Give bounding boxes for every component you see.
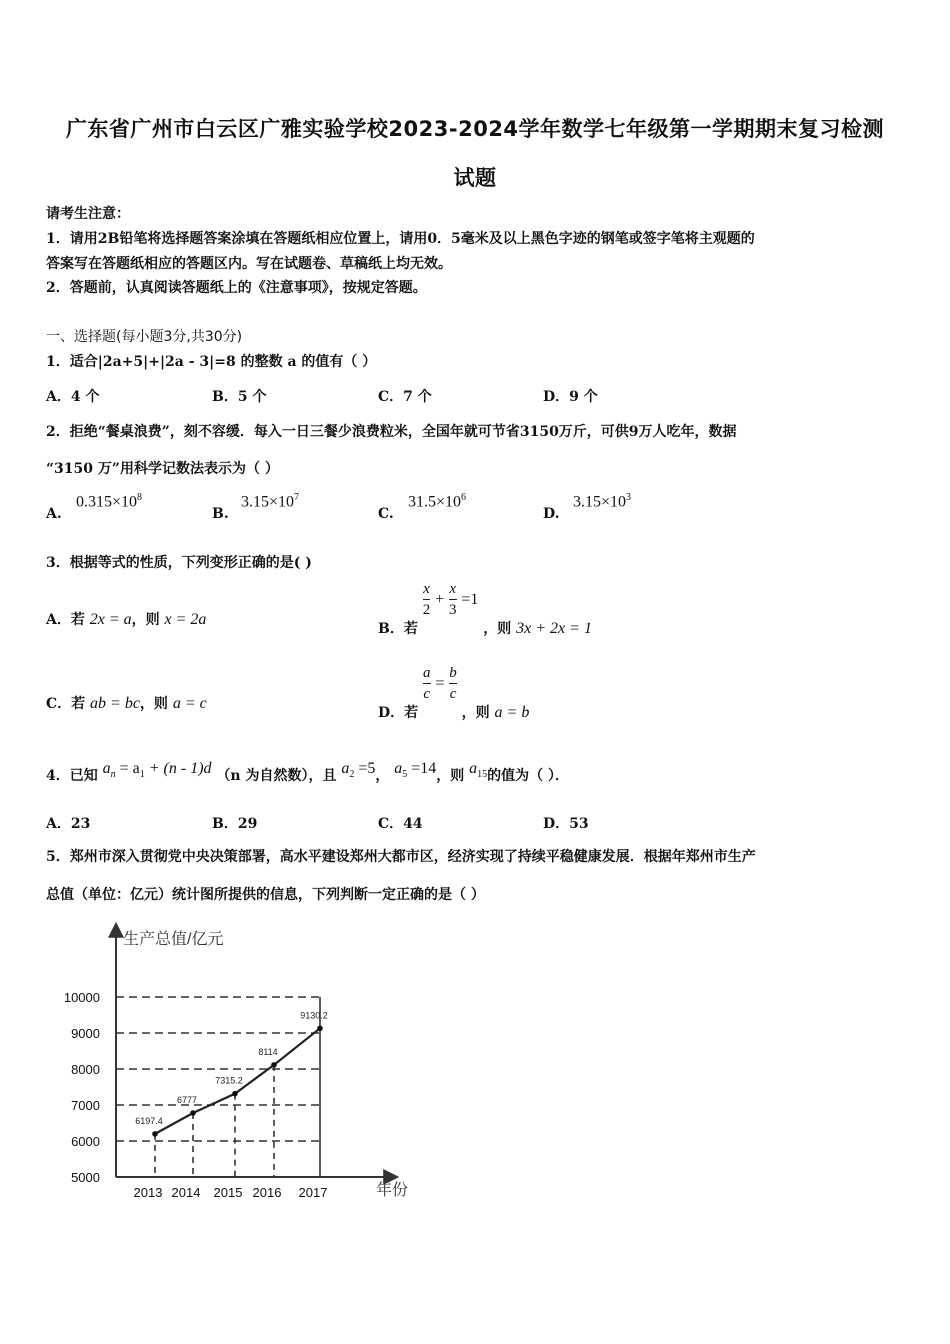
- y-axis-title: 生产总值/亿元: [123, 931, 224, 948]
- q4-option-d: D．53: [543, 816, 589, 832]
- y-tick-label: 7000: [71, 1098, 100, 1113]
- x-tick-label: 2015: [213, 1185, 243, 1200]
- q1-option-b: B．5 个: [212, 389, 267, 405]
- notice-item-2: 2．答题前，认真阅读答题纸上的《注意事项》，按规定答题。: [46, 280, 427, 296]
- notice-item-1: 1．请用2B铅笔将选择题答案涂填在答题纸相应位置上，请用0．5毫米及以上黑色字迹的钢笔或签字笔将主观题的: [46, 231, 755, 247]
- notice-heading: 请考生注意：: [46, 206, 130, 222]
- q2-option-a-value: $0.315\times 10^8$: [76, 492, 143, 511]
- question-2-stem: 2．拒绝“餐桌浪费”，刻不容缓．每入一日三餐少浪费粒米，全国年就可节省3150万斤，可供9万人吃年，数据: [46, 424, 737, 440]
- q3-option-b: B．若 $\frac{x}{2}$ + $\frac{x}{3}$ =1 ，则 3x + 2x = 1: [378, 581, 592, 637]
- q1-option-c: C．7 个: [378, 389, 432, 405]
- y-tick-label: 8000: [71, 1062, 100, 1077]
- q2-option-d-value: $3.15\times 10^3$: [573, 492, 632, 511]
- q3-option-a: A．若 2x = a，则 x = 2a: [46, 611, 207, 628]
- x-tick-label: 2014: [171, 1185, 201, 1200]
- data-label: 9130.2: [300, 1010, 328, 1021]
- q2-option-b-label: B.: [212, 506, 229, 522]
- y-tick-label: 5000: [71, 1170, 100, 1185]
- data-label: 6197.4: [135, 1115, 163, 1126]
- data-label: 6777: [176, 1095, 198, 1106]
- question-5-stem: 5．郑州市深入贯彻党中央决策部署，高水平建设郑州大都市区，经济实现了持续平稳健康发展．根据年郑州市生产: [46, 849, 756, 865]
- gdp-line-chart: [40, 915, 430, 1215]
- data-point: [190, 1110, 196, 1116]
- data-point: [232, 1091, 238, 1097]
- question-5-stem-continued: 总值（单位：亿元）统计图所提供的信息，下列判断一定正确的是（ ）: [46, 887, 485, 903]
- y-tick-label: 10000: [63, 990, 100, 1005]
- question-4-stem: 4．已知 $a_n = a_1 + (n - 1)d$ （n 为自然数），且 $a_2 =5$， $a_5 =14$，则 $a_{15}$的值为（ ）．: [46, 760, 570, 784]
- x-tick-label: 2016: [252, 1185, 282, 1200]
- data-point: [317, 1026, 323, 1032]
- data-label: 7315.2: [215, 1075, 243, 1086]
- data-point: [152, 1131, 158, 1137]
- y-tick-label: 9000: [71, 1026, 100, 1041]
- q4-option-a: A．23: [46, 816, 91, 832]
- data-label: 8114: [258, 1046, 278, 1057]
- x-tick-label: 2017: [298, 1185, 328, 1200]
- q4-option-b: B．29: [212, 816, 258, 832]
- q2-option-c-value: $31.5\times 10^6$: [408, 492, 467, 511]
- question-3-stem: 3．根据等式的性质，下列变形正确的是( ): [46, 555, 312, 571]
- section-heading: 一、选择题(每小题3分,共30分): [46, 329, 243, 345]
- data-point: [271, 1062, 277, 1068]
- x-tick-label: 2013: [133, 1185, 163, 1200]
- y-tick-label: 6000: [71, 1134, 100, 1149]
- x-axis-title: 年份: [376, 1182, 409, 1199]
- page-title: 广东省广州市白云区广雅实验学校2023-2024学年数学七年级第一学期期末复习检测: [65, 117, 885, 141]
- page-title-continued: 试题: [453, 166, 497, 190]
- q2-option-a-label: A.: [46, 506, 62, 522]
- q1-option-a: A．4 个: [46, 389, 100, 405]
- q2-option-c-label: C.: [378, 506, 394, 522]
- q3-option-d: D．若 $\frac{a}{c}$ = $\frac{b}{c}$ ，则 a = b: [378, 665, 530, 721]
- q2-option-d-label: D.: [543, 506, 560, 522]
- question-2-stem-continued: “3150 万”用科学记数法表示为（ ）: [46, 461, 279, 477]
- q1-option-d: D．9 个: [543, 389, 598, 405]
- question-1-stem: 1．适合|2a+5|+|2a - 3|=8 的整数 a 的值有（ ）: [46, 354, 377, 370]
- q3-option-c: C．若 ab = bc，则 a = c: [46, 695, 207, 712]
- notice-item-1-continued: 答案写在答题纸相应的答题区内。写在试题卷、草稿纸上均无效。: [46, 256, 452, 272]
- q4-option-c: C．44: [378, 816, 423, 832]
- q2-option-b-value: $3.15\times 10^7$: [241, 492, 300, 511]
